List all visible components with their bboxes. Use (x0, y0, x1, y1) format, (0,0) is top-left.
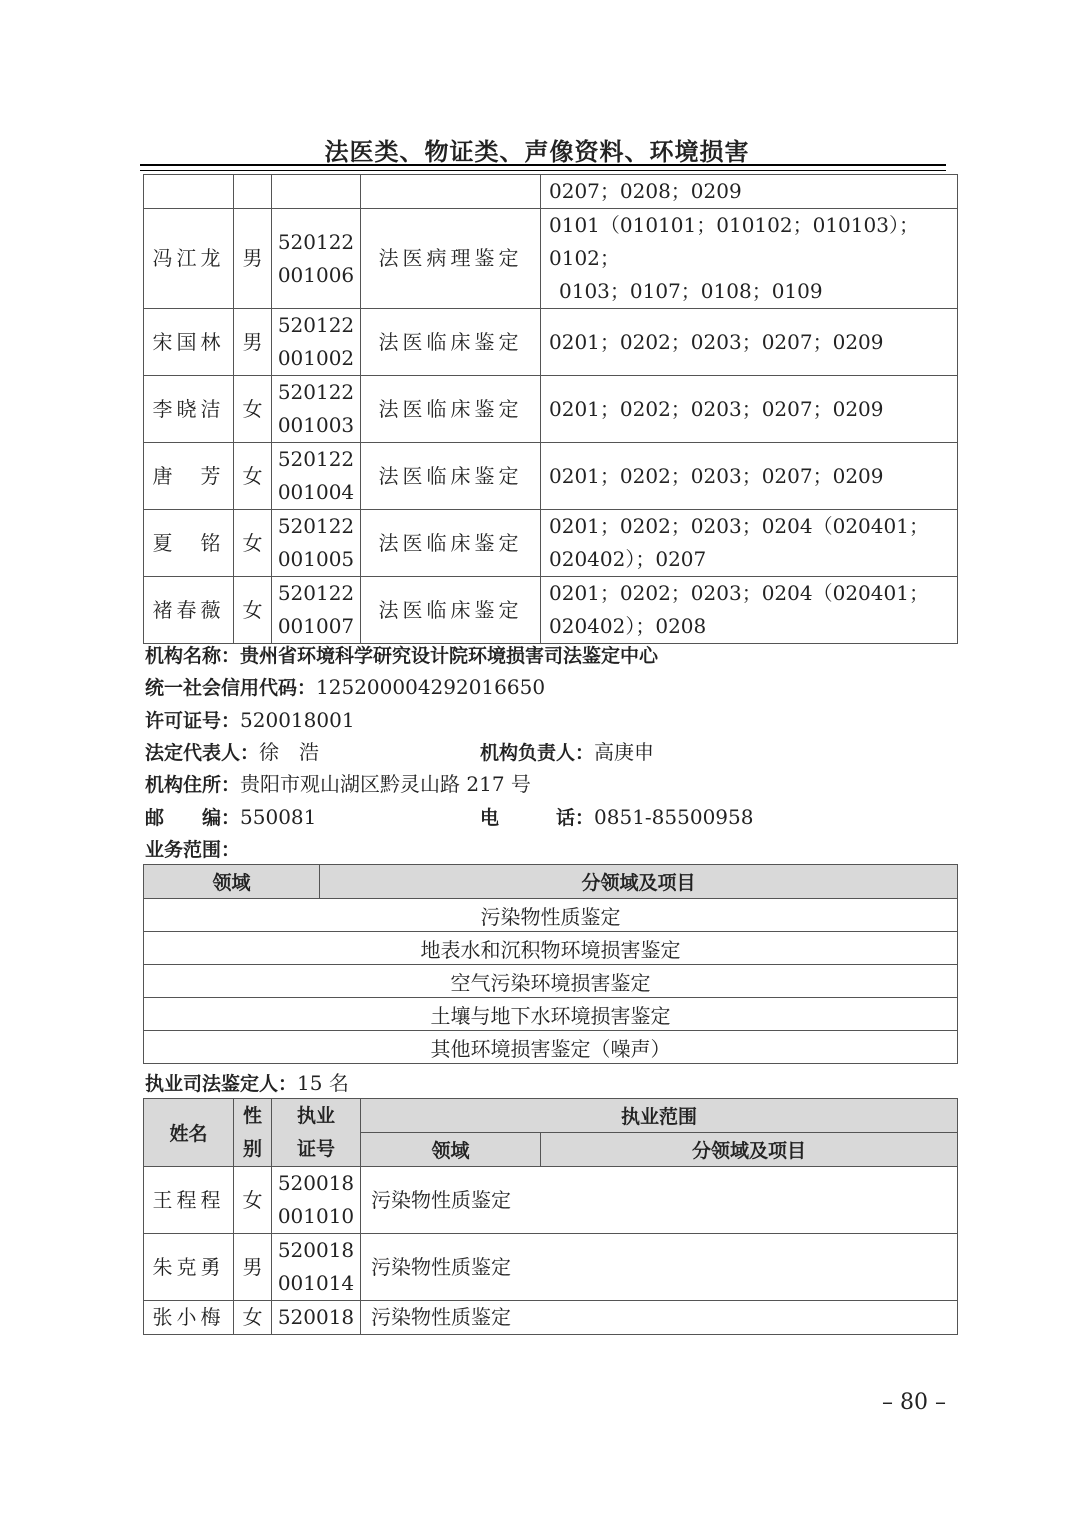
cell-gender: 女 (234, 1167, 272, 1234)
table-row (144, 1234, 958, 1301)
cell-gender: 男 (234, 209, 272, 309)
table-row (144, 932, 958, 965)
header-field: 领域 (144, 865, 320, 899)
table-row (144, 443, 958, 510)
representative-label: 法定代表人： (145, 742, 260, 764)
project-line-1: 0207；0208；0209 (549, 179, 742, 203)
cell-cert (272, 577, 361, 644)
cell-field: 污染物性质鉴定 (361, 1301, 958, 1335)
scope-item: 空气污染环境损害鉴定 (144, 965, 958, 998)
cell-cert (272, 1234, 361, 1301)
header-gender-line-1: 性 (242, 1104, 262, 1127)
cell-field: 法医临床鉴定 (361, 577, 541, 644)
header-cert (272, 1099, 361, 1167)
cell-gender: 男 (234, 1234, 272, 1301)
header-subfield: 分领域及项目 (320, 865, 958, 899)
cert-line-1: 520122 (277, 313, 355, 337)
cell-name: 夏 铭 (144, 510, 234, 577)
cert-line-2: 001003 (277, 413, 355, 437)
project-line-2: 020402）；0208 (549, 614, 707, 638)
cert-line-1: 520122 (277, 514, 355, 538)
practitioners-count: 15 名 (297, 1071, 349, 1095)
header-rule-thick (140, 164, 946, 166)
cell-gender (234, 175, 272, 209)
license-value: 520018001 (240, 708, 355, 732)
header-gender-line-2: 别 (242, 1137, 262, 1160)
project-line-2: 0103；0107；0108；0109 (559, 279, 823, 303)
project-line-1: 0101（010101；010102；010103）；0102； (549, 213, 919, 270)
head-line (480, 736, 654, 769)
cell-cert (272, 1167, 361, 1234)
head-value: 高庚申 (594, 740, 655, 764)
cell-field: 法医临床鉴定 (361, 376, 541, 443)
credit-code-line (145, 671, 545, 704)
cell-cert (272, 209, 361, 309)
project-line-1: 0201；0202；0203；0204（020401； (549, 581, 929, 605)
zip-value: 550081 (240, 805, 317, 829)
header-field: 领域 (361, 1133, 541, 1167)
cert-line-2: 001014 (277, 1271, 355, 1295)
cell-field (361, 175, 541, 209)
cell-projects: 0201；0202；0203；0207；0209 (541, 443, 958, 510)
table-row (144, 309, 958, 376)
business-scope-table (143, 864, 958, 1064)
cell-projects (541, 577, 958, 644)
table-header-row (144, 1099, 958, 1133)
cell-name: 唐 芳 (144, 443, 234, 510)
cert-line-2: 001004 (277, 480, 355, 504)
cell-projects (541, 510, 958, 577)
page-number: – 80 – (882, 1390, 946, 1415)
cell-name (144, 175, 234, 209)
cert-line-1: 520018 (277, 1171, 355, 1195)
table-row (144, 376, 958, 443)
table-row (144, 965, 958, 998)
appraiser-table-continued (143, 174, 958, 644)
practitioners-label: 执业司法鉴定人： (145, 1073, 298, 1095)
table-row (144, 1031, 958, 1064)
cell-field: 法医临床鉴定 (361, 309, 541, 376)
cell-field: 污染物性质鉴定 (361, 1167, 958, 1234)
scope-label: 业务范围： (145, 839, 241, 861)
practitioners-table (143, 1098, 958, 1335)
header-rule-thin (140, 170, 946, 171)
header-name: 姓名 (144, 1099, 234, 1167)
cell-name: 宋国林 (144, 309, 234, 376)
cell-cert (272, 376, 361, 443)
cell-name: 李晓洁 (144, 376, 234, 443)
table-row (144, 577, 958, 644)
cert-line-2: 001010 (277, 1204, 355, 1228)
cert-line-1: 520122 (277, 581, 355, 605)
cell-name: 朱克勇 (144, 1234, 234, 1301)
table-header-row (144, 865, 958, 899)
table-row (144, 510, 958, 577)
address-label: 机构住所： (145, 774, 241, 796)
cell-field: 法医病理鉴定 (361, 209, 541, 309)
phone-label: 电 话： (480, 807, 595, 829)
cert-line-2: 001005 (277, 547, 355, 571)
cell-gender: 女 (234, 510, 272, 577)
project-line-2: 020402）；0207 (549, 547, 707, 571)
cell-field: 法医临床鉴定 (361, 443, 541, 510)
cell-name: 王程程 (144, 1167, 234, 1234)
license-label: 许可证号： (145, 710, 241, 732)
phone-value: 0851-85500958 (594, 805, 754, 829)
zip-line (145, 801, 316, 834)
representative-value: 徐 浩 (259, 740, 320, 764)
cell-gender: 女 (234, 1301, 272, 1335)
cell-name: 冯江龙 (144, 209, 234, 309)
scope-item: 污染物性质鉴定 (144, 899, 958, 932)
cell-cert (272, 309, 361, 376)
org-name-line (145, 639, 658, 672)
cell-gender: 女 (234, 577, 272, 644)
header-gender (234, 1099, 272, 1167)
license-line (145, 704, 355, 737)
head-label: 机构负责人： (480, 742, 595, 764)
representative-line (145, 736, 319, 769)
header-cert-line-1: 执业 (296, 1104, 335, 1127)
cell-cert: 520018 (272, 1301, 361, 1335)
cell-field: 污染物性质鉴定 (361, 1234, 958, 1301)
zip-label: 邮 编： (145, 807, 241, 829)
cell-cert (272, 510, 361, 577)
table-row (144, 1301, 958, 1335)
practitioners-heading (145, 1067, 349, 1100)
header-subfield: 分领域及项目 (541, 1133, 958, 1167)
cert-line-1: 520122 (277, 447, 355, 471)
cell-projects: 0201；0202；0203；0207；0209 (541, 376, 958, 443)
table-row (144, 899, 958, 932)
scope-heading (145, 833, 240, 866)
cert-line-2: 001002 (277, 346, 355, 370)
org-name-label: 机构名称： (145, 645, 241, 667)
table-row (144, 1167, 958, 1234)
cell-field: 法医临床鉴定 (361, 510, 541, 577)
scope-item: 地表水和沉积物环境损害鉴定 (144, 932, 958, 965)
address-value: 贵阳市观山湖区黔灵山路 217 号 (240, 772, 531, 796)
cert-line-1: 520122 (277, 229, 355, 254)
project-line-1: 0201；0202；0203；0204（020401； (549, 514, 929, 538)
cell-gender: 男 (234, 309, 272, 376)
cert-line-2: 001006 (277, 262, 355, 287)
header-cert-line-2: 证号 (296, 1137, 335, 1160)
table-row (144, 998, 958, 1031)
table-row (144, 209, 958, 309)
table-row (144, 175, 958, 209)
org-name-value: 贵州省环境科学研究设计院环境损害司法鉴定中心 (240, 645, 659, 667)
cell-projects (541, 175, 958, 209)
cell-projects (541, 209, 958, 309)
cert-line-2: 001007 (277, 614, 355, 638)
scope-item: 土壤与地下水环境损害鉴定 (144, 998, 958, 1031)
cert-line-1: 520122 (277, 380, 355, 404)
page-header-title: 法医类、物证类、声像资料、环境损害 (324, 137, 750, 166)
credit-code-label: 统一社会信用代码： (145, 677, 317, 699)
cert-line-1: 520018 (277, 1238, 355, 1262)
cell-name: 褚春薇 (144, 577, 234, 644)
scope-item: 其他环境损害鉴定（噪声） (144, 1031, 958, 1064)
cell-cert (272, 175, 361, 209)
cell-gender: 女 (234, 376, 272, 443)
credit-code-value: 125200004292016650 (316, 675, 546, 699)
address-line (145, 768, 531, 801)
cell-name: 张小梅 (144, 1301, 234, 1335)
cell-gender: 女 (234, 443, 272, 510)
cell-cert (272, 443, 361, 510)
phone-line (480, 801, 753, 834)
header-practice-scope: 执业范围 (361, 1099, 958, 1133)
cell-projects: 0201；0202；0203；0207；0209 (541, 309, 958, 376)
